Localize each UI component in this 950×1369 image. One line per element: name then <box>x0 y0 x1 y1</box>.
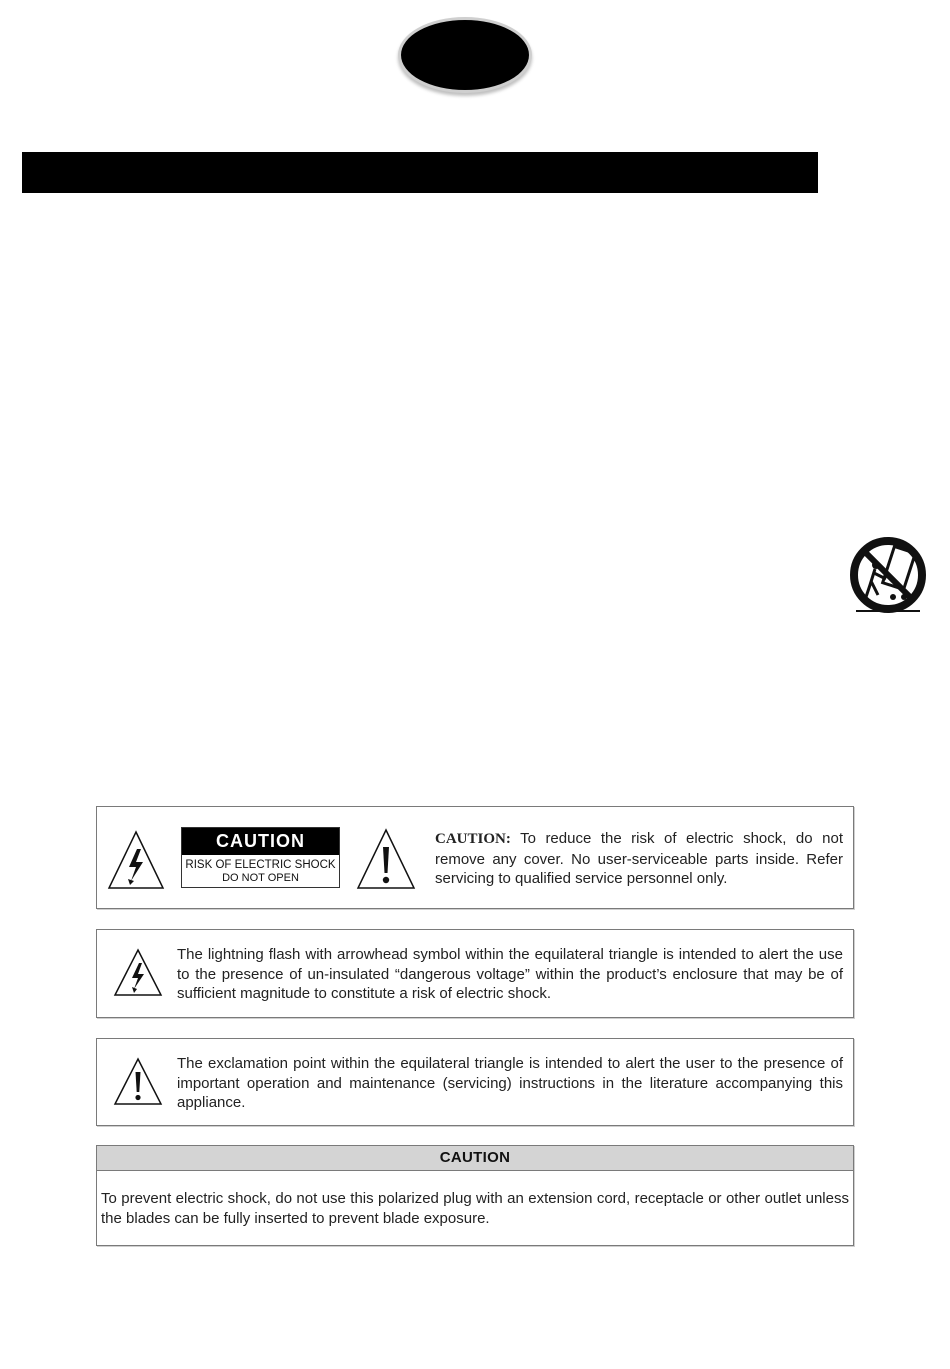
lightning-explanation-panel <box>96 929 854 1018</box>
plug-caution-text: To prevent electric shock, do not use this polarized plug with an extension cord, receptacle or other outlet unless the blades can be fully inserted to prevent blade exposure. <box>101 1190 849 1227</box>
lightning-triangle-icon <box>113 948 163 998</box>
section-title-bar <box>22 152 818 193</box>
caution-body: To reduce the risk of electric shock, do not remove any cover. No user-serviceable parts inside. Refer servicing to qualified service personnel only. <box>435 830 843 887</box>
caution-label-line1: RISK OF ELECTRIC SHOCK <box>185 859 336 871</box>
section-badge <box>398 17 532 93</box>
exclamation-triangle-icon <box>355 827 417 891</box>
exclamation-triangle-icon <box>113 1057 163 1107</box>
lightning-explanation-text: The lightning flash with arrowhead symbol within the equilateral triangle is intended to alert the use to the presence of un-insulated “dangerous voltage” within the product’s enclosure that may be of sufficient magnitude to constitute a risk of electric shock. <box>177 946 843 1002</box>
exclamation-explanation-panel <box>96 1038 854 1126</box>
no-cart-tipover-icon <box>848 535 928 615</box>
caution-label <box>181 827 340 888</box>
lightning-triangle-icon <box>106 829 166 891</box>
exclamation-explanation-text: The exclamation point within the equilateral triangle is intended to alert the user to the presence of important operation and maintenance (servicing) instructions in the literature accompanying this appliance. <box>177 1055 843 1111</box>
caution-label-line2: DO NOT OPEN <box>222 872 299 884</box>
plug-caution-title: CAUTION <box>97 1146 853 1171</box>
caution-shock-panel <box>96 806 854 909</box>
polarized-plug-caution-panel <box>96 1145 854 1246</box>
caution-label-title: CAUTION <box>182 828 339 855</box>
caution-lead: CAUTION: <box>435 831 511 847</box>
caution-shock-text <box>435 829 843 889</box>
